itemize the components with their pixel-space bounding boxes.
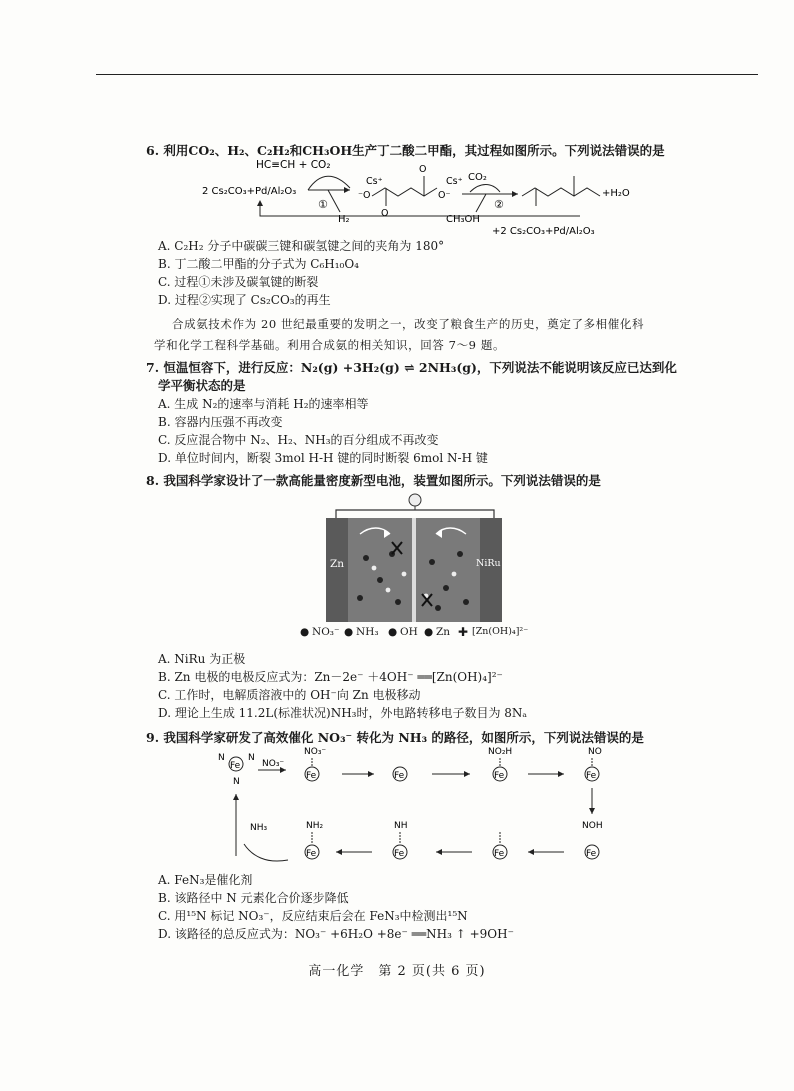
fe-complex-6 (585, 845, 599, 859)
q6-step1-label: ① (318, 198, 328, 211)
fe-complex-4 (488, 747, 512, 781)
q6-start: 2 Cs₂CO₃+Pd/Al₂O₃ (202, 186, 297, 197)
q8-electrode-niru: NiRu (476, 558, 501, 569)
fe-label-3: Fe (394, 771, 405, 781)
header-rule (96, 74, 758, 75)
q6-cs-plus-2: Cs⁺ (446, 176, 463, 187)
q6-option-b: B. 丁二酸二甲酯的分子式为 C₆H₁₀O₄ (158, 257, 359, 271)
q6-option-d: D. 过程②实现了 Cs₂CO₃的再生 (158, 293, 331, 307)
legend-zincate-icon: ✚ (458, 625, 469, 639)
fe-complex-5 (585, 747, 602, 781)
page-footer: 高一化学 第 2 页(共 6 页) (308, 964, 486, 979)
fe-label-4: Fe (494, 771, 505, 781)
q6-option-a: A. C₂H₂ 分子中碳碳三键和碳氢键之间的夹角为 180° (158, 239, 445, 253)
no3-label: NO₃⁻ (304, 747, 327, 757)
q9-option-a: A. FeN₃是催化剂 (158, 873, 253, 887)
q6-intermediate-skeleton (372, 188, 437, 196)
noh-label: NOH (582, 821, 603, 831)
q6-stem: 6. 利用CO₂、H₂、C₂H₂和CH₃OH生产丁二酸二甲酯，其过程如图所示。下列说法错误的是 (146, 143, 665, 158)
q6-co2: CO₂ (468, 172, 487, 183)
n-label-1c: N (233, 777, 240, 787)
legend-zn: Zn (436, 626, 451, 638)
q6-o-1: O (381, 208, 389, 219)
fe-complex-7 (493, 832, 507, 859)
intro-line-2: 学和化学工程科学基础。利用合成氨的相关知识，回答 7～9 题。 (154, 338, 506, 352)
q7-option-c: C. 反应混合物中 N₂、H₂、NH₃的百分组成不再改变 (158, 433, 439, 447)
q8-option-c: C. 工作时，电解质溶液中的 OH⁻向 Zn 电极移动 (158, 688, 421, 702)
legend-nh3-icon: ● (344, 626, 354, 638)
q6-cs-plus-1: Cs⁺ (366, 176, 383, 187)
q6-o-2: O (419, 164, 427, 175)
legend-nh3: NH₃ (356, 626, 379, 638)
fe-complex-1 (218, 753, 255, 787)
q6-product: +H₂O (602, 188, 630, 199)
q6-option-c: C. 过程①未涉及碳氧键的断裂 (158, 275, 319, 289)
q6-h2: H₂ (338, 214, 350, 225)
q8-battery-figure (326, 518, 502, 622)
q8-battery-drawing (326, 518, 502, 622)
q9-option-c: C. 用¹⁵N 标记 NO₃⁻，反应结束后会在 FeN₃中检测出¹⁵N (158, 909, 468, 923)
q7-option-a: A. 生成 N₂的速率与消耗 H₂的速率相等 (158, 397, 369, 411)
q7-option-b: B. 容器内压强不再改变 (158, 415, 283, 429)
q9-option-d: D. 该路径的总反应式为：NO₃⁻ +6H₂O +8e⁻ ══NH₃ ↑ +9OH⁻ (158, 927, 514, 941)
q7-option-d: D. 单位时间内，断裂 3mol H-H 键的同时断裂 6mol N-H 键 (158, 451, 488, 465)
q6-o-minus-2: O⁻ (438, 190, 451, 201)
fe-label-9: Fe (306, 849, 317, 859)
q9-add-no3: NO₃⁻ (262, 759, 285, 769)
q9-pathway-scheme (196, 744, 636, 884)
fe-label-6: Fe (586, 849, 597, 859)
q8-legend (300, 626, 540, 642)
fe-label-2: Fe (306, 771, 317, 781)
fe-label-1: Fe (230, 761, 241, 771)
q6-scheme (200, 158, 670, 238)
legend-no3-icon: ● (300, 626, 310, 638)
legend-oh: OH (400, 626, 418, 638)
q6-product-skeleton (522, 188, 600, 196)
q8-electrode-zn: Zn (330, 558, 345, 570)
nh2-label: NH₂ (306, 821, 324, 831)
fe-complex-2 (304, 747, 326, 781)
nh3-label: NH₃ (250, 823, 268, 833)
legend-zincate: [Zn(OH)₄]²⁻ (472, 626, 529, 637)
q8-option-a: A. NiRu 为正极 (158, 652, 246, 666)
legend-no3: NO₃⁻ (312, 626, 340, 638)
n-label-1b: N (248, 753, 255, 763)
fe-label-7: Fe (494, 849, 505, 859)
nh-label: NH (394, 821, 408, 831)
q8-option-b: B. Zn 电极的电极反应式为：Zn－2e⁻ ＋4OH⁻ ══[Zn(OH)₄]²⁻ (158, 670, 503, 684)
fe-complex-9 (305, 821, 324, 859)
q6-ch3oh: CH₃OH (446, 214, 480, 225)
n-label-1a: N (218, 753, 225, 763)
bulb-icon (409, 494, 421, 506)
q6-reactant-top: HC≡CH + CO₂ (256, 159, 331, 171)
q7-stem-line-2: 学平衡状态的是 (158, 378, 246, 393)
q6-step2-label: ② (494, 198, 504, 211)
fe-complex-8 (393, 821, 408, 859)
fe-label-8: Fe (394, 849, 405, 859)
q8-option-d: D. 理论上生成 11.2L(标准状况)NH₃时，外电路转移电子数目为 8Nₐ (158, 706, 528, 720)
fe-label-5: Fe (586, 771, 597, 781)
q6-regen: +2 Cs₂CO₃+Pd/Al₂O₃ (492, 226, 595, 237)
q9-stem: 9. 我国科学家研发了高效催化 NO₃⁻ 转化为 NH₃ 的路径，如图所示，下列说法错误的是 (146, 730, 644, 745)
q9-option-b: B. 该路径中 N 元素化合价逐步降低 (158, 891, 349, 905)
q8-stem: 8. 我国科学家设计了一款高能量密度新型电池，装置如图所示。下列说法错误的是 (146, 473, 601, 488)
intro-line-1: 合成氨技术作为 20 世纪最重要的发明之一，改变了粮食生产的历史，奠定了多相催化科 (172, 317, 645, 331)
fe-complex-3 (393, 767, 407, 781)
legend-oh-icon: ● (388, 626, 398, 638)
q6-o-minus-1: ⁻O (358, 190, 371, 201)
q7-stem-line-1: 7. 恒温恒容下，进行反应：N₂(g) +3H₂(g) ⇌ 2NH₃(g)，下列说法不能说明该反应已达到化 (146, 360, 677, 375)
no2h-label: NO₂H (488, 747, 513, 757)
no-label: NO (588, 747, 602, 757)
q6-regen-arrow (260, 202, 580, 216)
legend-zn-icon: ● (424, 626, 434, 638)
